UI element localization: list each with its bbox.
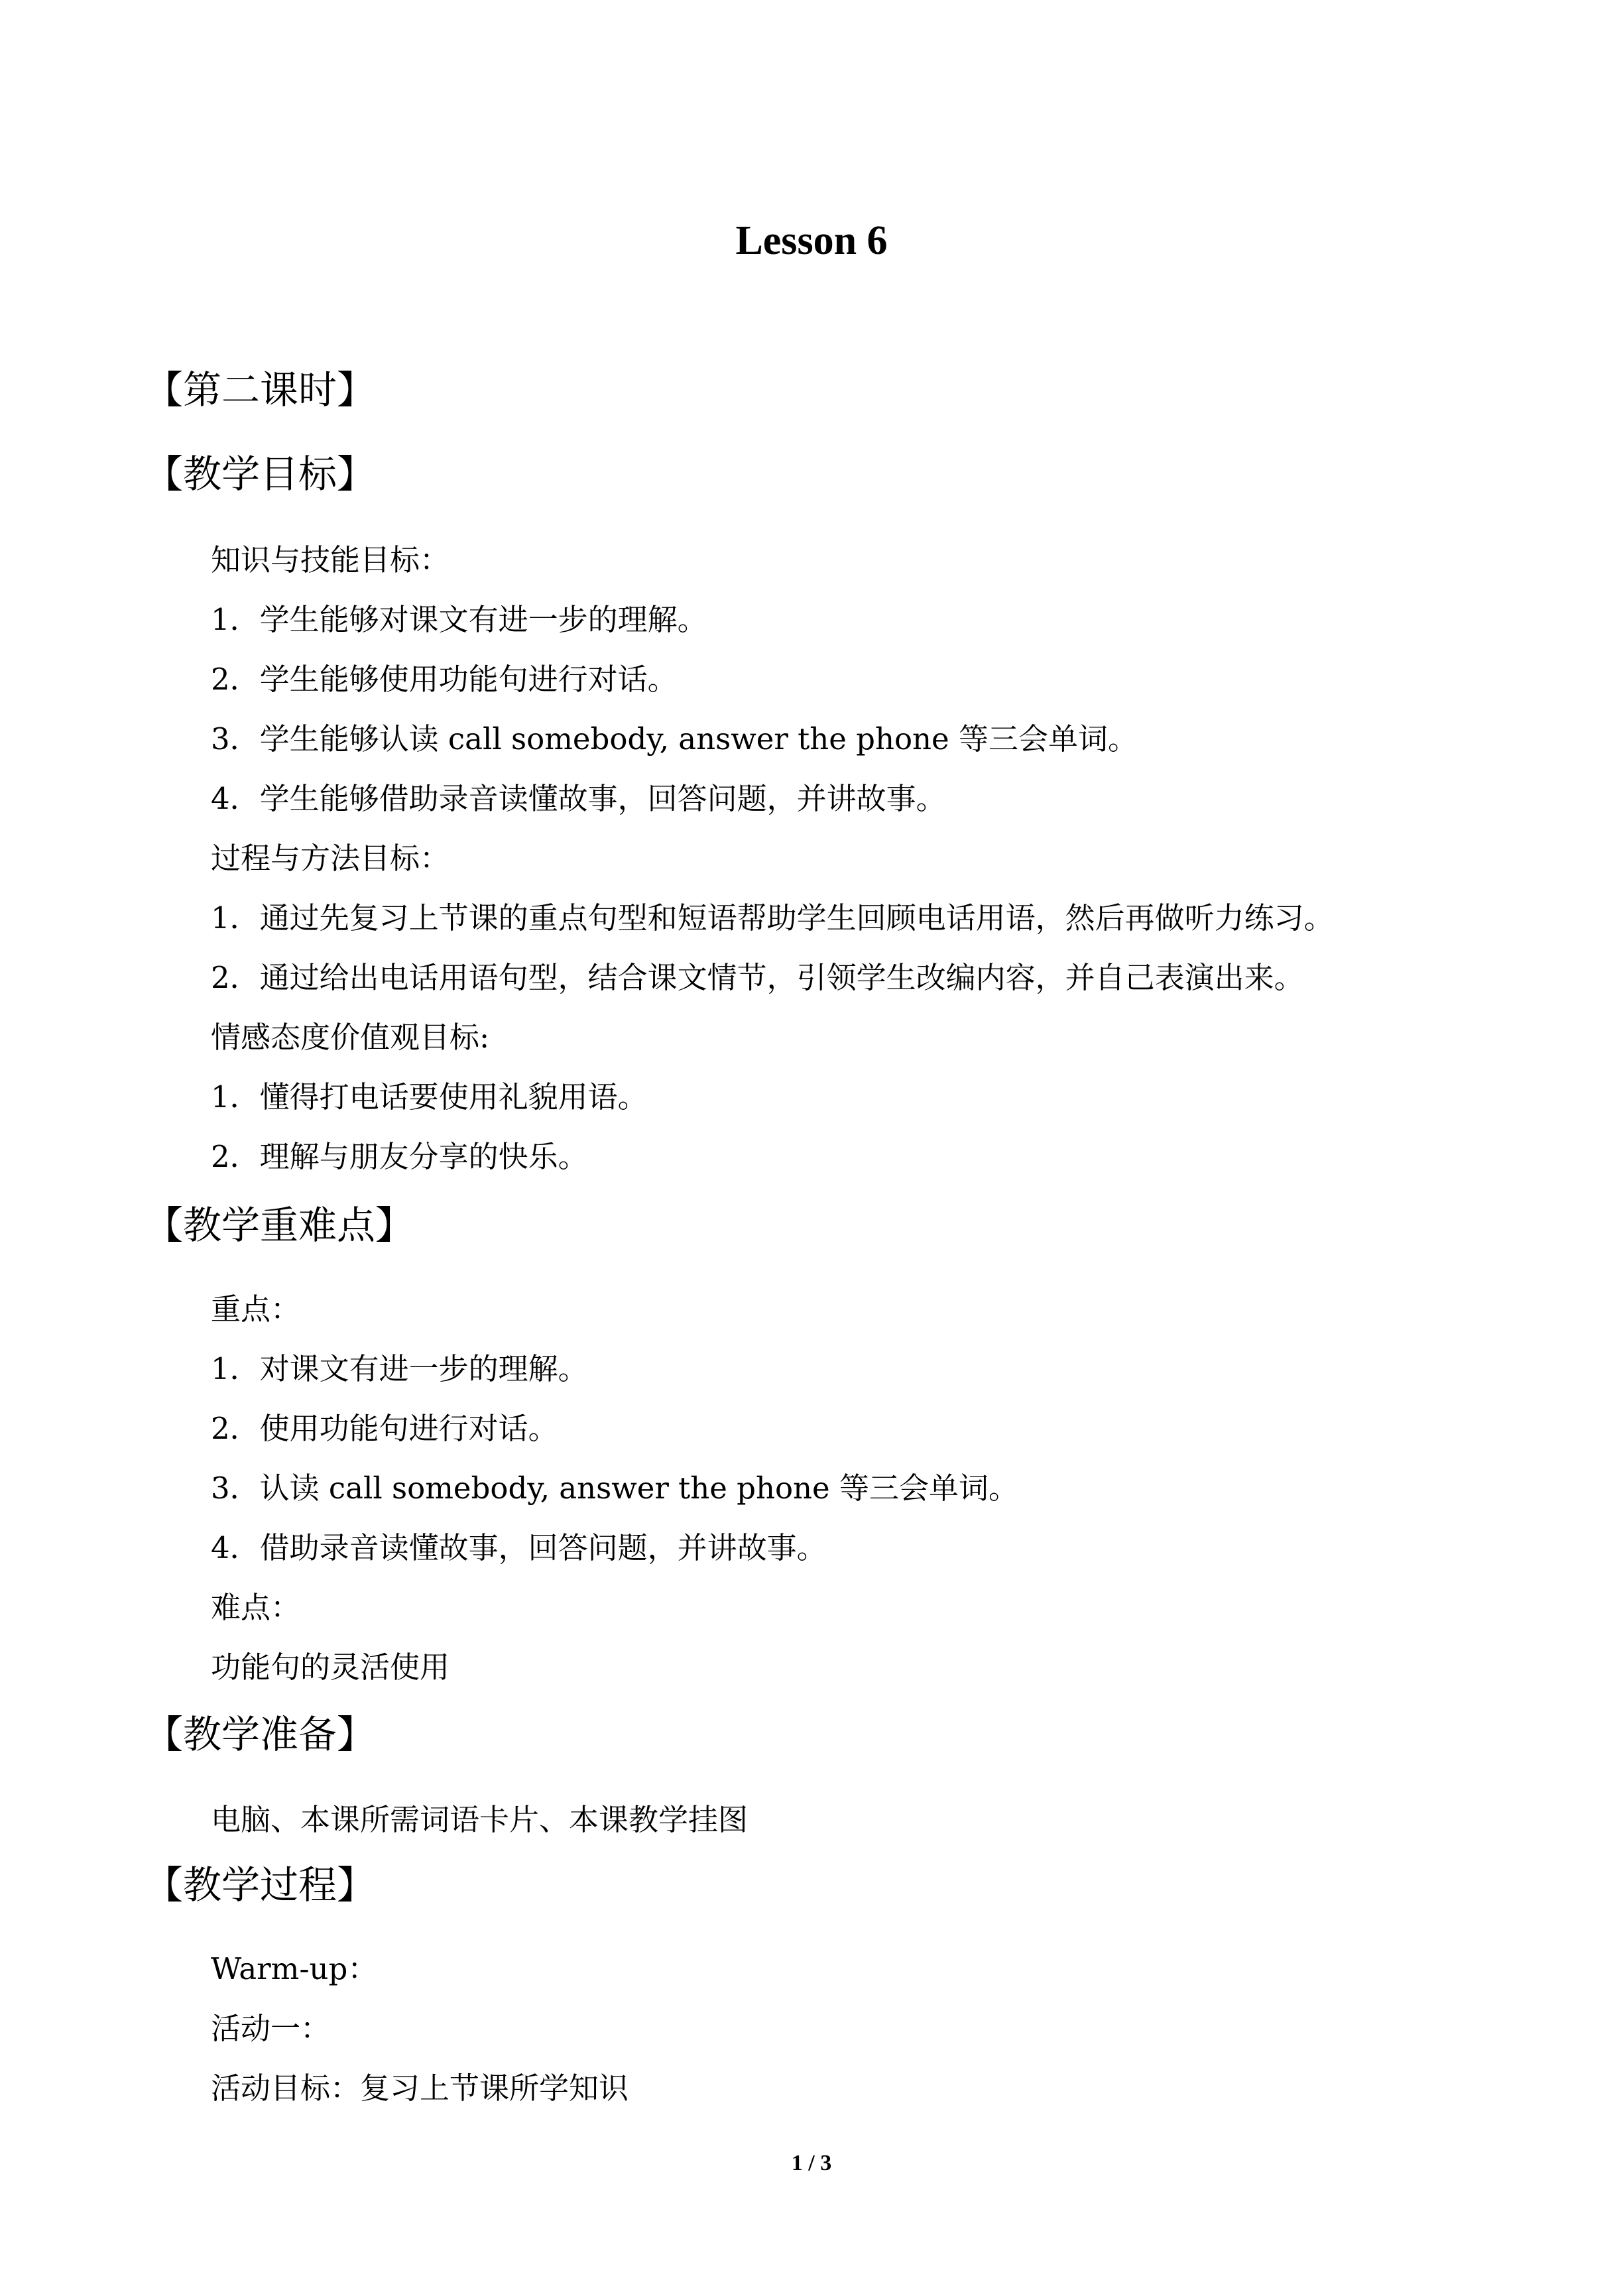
difficulty-label: 难点： <box>211 1590 301 1625</box>
section-heading-period: 【第二课时】 <box>145 367 376 412</box>
activity-label: 活动一： <box>211 2011 331 2046</box>
section-heading-process: 【教学过程】 <box>145 1862 376 1907</box>
page-number: 1 / 3 <box>791 2151 832 2175</box>
activity-goal: 活动目标：复习上节课所学知识 <box>211 2071 629 2106</box>
process-item: 1．通过先复习上节课的重点句型和短语帮助学生回顾电话用语，然后再做听力练习。 <box>211 900 1334 936</box>
focus-item: 1．对课文有进一步的理解。 <box>211 1351 588 1386</box>
section-heading-key-points: 【教学重难点】 <box>145 1203 414 1248</box>
emotion-item: 1．懂得打电话要使用礼貌用语。 <box>211 1079 648 1115</box>
knowledge-item: 2．学生能够使用功能句进行对话。 <box>211 662 678 697</box>
difficulty-text: 功能句的灵活使用 <box>211 1650 450 1685</box>
focus-label: 重点： <box>211 1292 301 1327</box>
emotion-item: 2．理解与朋友分享的快乐。 <box>211 1139 588 1174</box>
process-label: 过程与方法目标： <box>211 841 450 876</box>
knowledge-item: 1．学生能够对课文有进一步的理解。 <box>211 602 707 637</box>
section-heading-objectives: 【教学目标】 <box>145 452 376 497</box>
knowledge-label: 知识与技能目标： <box>211 542 450 577</box>
knowledge-item: 4．学生能够借助录音读懂故事，回答问题，并讲故事。 <box>211 781 946 816</box>
focus-item: 2．使用功能句进行对话。 <box>211 1411 558 1446</box>
warmup-label: Warm-up： <box>211 1951 378 1986</box>
emotion-label: 情感态度价值观目标: <box>211 1020 490 1055</box>
preparation-text: 电脑、本课所需词语卡片、本课教学挂图 <box>211 1802 749 1837</box>
document-title: Lesson 6 <box>735 218 888 263</box>
process-item: 2．通过给出电话用语句型，结合课文情节，引领学生改编内容，并自己表演出来。 <box>211 960 1304 995</box>
focus-item: 4．借助录音读懂故事，回答问题，并讲故事。 <box>211 1530 827 1565</box>
focus-item: 3．认读 call somebody, answer the phone 等三会单词。 <box>211 1471 1018 1506</box>
section-heading-preparation: 【教学准备】 <box>145 1712 376 1757</box>
knowledge-item: 3．学生能够认读 call somebody, answer the phone 等三会单词。 <box>211 721 1138 756</box>
